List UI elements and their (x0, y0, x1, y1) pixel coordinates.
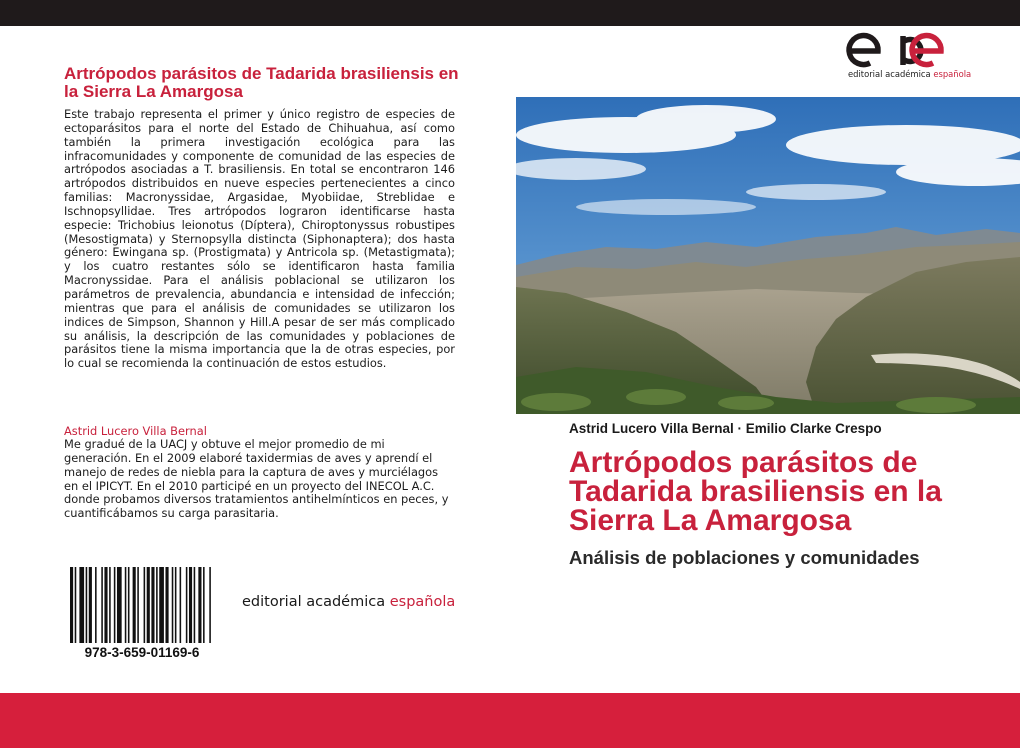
author-bio-name: Astrid Lucero Villa Bernal (64, 424, 207, 438)
front-cover-subtitle: Análisis de poblaciones y comunidades (569, 547, 920, 568)
barcode-icon (70, 567, 214, 643)
logo-caption-main: editorial académica (848, 69, 934, 79)
top-bar (0, 0, 1020, 26)
back-cover-title: Artrópodos parásitos de Tadarida brasiliensis en la Sierra La Amargosa (64, 64, 459, 101)
barcode (66, 565, 218, 665)
logo-caption (848, 69, 971, 79)
logo-caption-accent: española (933, 69, 972, 79)
front-cover-authors: Astrid Lucero Villa Bernal · Emilio Clarke Crespo (569, 421, 882, 436)
front-cover-title: Artrópodos parásitos de Tadarida brasiliensis en la Sierra La Amargosa (569, 446, 942, 537)
bottom-bar (0, 693, 1020, 748)
landscape-illustration (516, 97, 1020, 414)
author-bio-text: Me gradué de la UACJ y obtuve el mejor promedio de mi generación. En el 2009 elaboré taxidermias de aves y aprendí el manejo de redes de niebla para la captura de aves y murciélagos en el IPICYT. En el 2010 participé en un proyecto del INECOL A.C. donde probamos diversos tratamientos antihelmínticos en peces, y cuantificábamos su carga parasitaria. (64, 437, 449, 521)
publisher-accent-text: española (389, 594, 456, 610)
publisher-main-text: editorial académica (242, 594, 390, 610)
isbn-number: 978-3-659-01169-6 (84, 645, 200, 660)
back-cover-abstract: Este trabajo representa el primer y único registro de especies de ectoparásitos para el norte del Estado de Chihuahua, así como también la primera investigación ecológica para las infracomunidades y componente de comunidad de las especies de artrópodos asociadas a T. brasiliensis. En total se encontraron 146 artrópodos distribuidos en nueve especies pertenecientes a cinco familias: Macronyssidae, Argasidae, Myobiidae, Streblidae e Ischnopsyllidae. Tres artrópodos lograron identificarse hasta especie: Trichobius leionotus (Díptera), Chiroptonyssus robustipes (Mesostigmata) y Sternopsylla distincta (Siphonaptera); dos hasta género: Ewingana sp. (Prostigmata) y Antricola sp. (Metastigmata); y los cuatro restantes sólo se identificaron hasta familia Macronyssidae. Para el análisis poblacional se utilizaron los parámetros de prevalencia, abundancia e intensidad de infección; mientras que para el análisis de comunidades se utilizaron los indices de Simpson, Shannon y Hill.A pesar de ser más complicado su análisis, la descripción de las comunidades y poblaciones de parásitos tiene la misma importancia que la de otras especies, por lo cual se recomienda la continuación de estos estudios. (64, 107, 455, 371)
publisher-name-back (242, 594, 455, 610)
cover-photo-landscape (516, 97, 1020, 414)
